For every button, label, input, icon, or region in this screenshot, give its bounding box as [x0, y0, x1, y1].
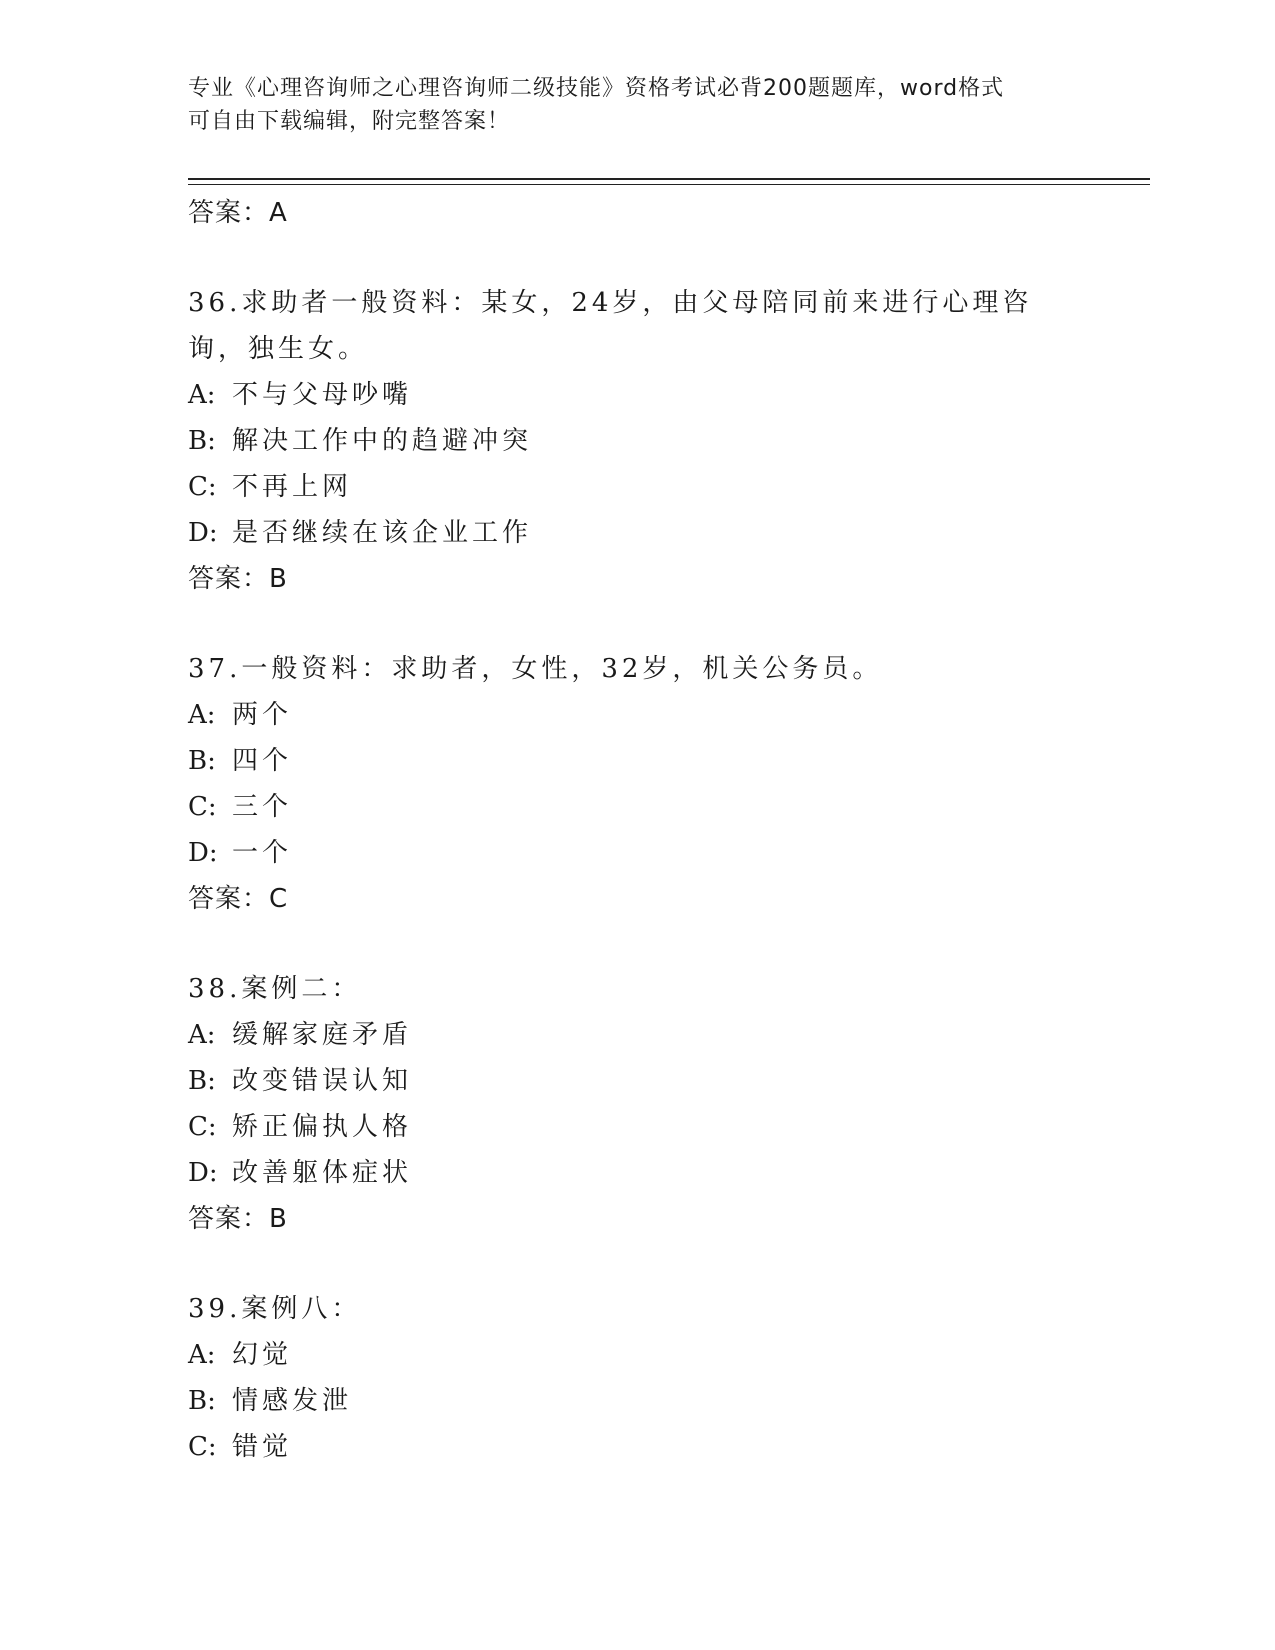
answer-line: 答案：A [188, 198, 288, 228]
option-key: C: [188, 792, 217, 822]
question-block [188, 1286, 1088, 1470]
option-key: B: [188, 426, 216, 456]
option-text: 改变错误认知 [232, 1066, 413, 1096]
header-line-2: 可自由下载编辑，附完整答案！ [188, 109, 511, 134]
answer-line: 答案：B [188, 564, 288, 594]
option-key: B: [188, 1386, 216, 1416]
option-c [188, 784, 1088, 830]
question-text: 37.一般资料：求助者，女性，32岁，机关公务员。 [188, 654, 883, 684]
option-key: B: [188, 1066, 216, 1096]
option-text: 错觉 [232, 1432, 293, 1462]
option-a [188, 1332, 1088, 1378]
answer-line: 答案：B [188, 1204, 288, 1234]
option-a [188, 1012, 1088, 1058]
option-text: 解决工作中的趋避冲突 [232, 426, 533, 456]
option-text: 是否继续在该企业工作 [232, 518, 533, 548]
option-key: D: [188, 838, 218, 868]
option-text: 不与父母吵嘴 [232, 380, 413, 410]
option-c [188, 464, 1088, 510]
option-text: 矫正偏执人格 [232, 1112, 413, 1142]
option-key: C: [188, 1432, 217, 1462]
option-a [188, 372, 1088, 418]
option-key: A: [188, 1340, 216, 1370]
option-key: C: [188, 472, 217, 502]
answer-line: 答案：C [188, 884, 289, 914]
option-text: 两个 [232, 700, 293, 730]
option-c [188, 1104, 1088, 1150]
option-b [188, 738, 1088, 784]
option-text: 缓解家庭矛盾 [232, 1020, 413, 1050]
option-d [188, 1150, 1088, 1196]
header-line-1: 专业《心理咨询师之心理咨询师二级技能》资格考试必背200题题库，word格式 [188, 76, 1005, 101]
option-key: D: [188, 1158, 218, 1188]
option-text: 三个 [232, 792, 293, 822]
question-list [188, 190, 1088, 1470]
option-text: 幻觉 [232, 1340, 293, 1370]
question-block [188, 280, 1088, 602]
document-header [188, 72, 1088, 138]
option-b [188, 1378, 1088, 1424]
option-c [188, 1424, 1088, 1470]
header-divider-thick [188, 178, 1150, 180]
header-divider-thin [188, 184, 1150, 185]
option-b [188, 1058, 1088, 1104]
option-key: A: [188, 1020, 216, 1050]
option-a [188, 692, 1088, 738]
option-text: 情感发泄 [232, 1386, 353, 1416]
question-block [188, 646, 1088, 922]
option-key: A: [188, 380, 216, 410]
question-text: 39.案例八： [188, 1294, 362, 1324]
option-key: A: [188, 700, 216, 730]
option-d [188, 830, 1088, 876]
option-d [188, 510, 1088, 556]
option-b [188, 418, 1088, 464]
option-text: 不再上网 [232, 472, 353, 502]
question-text: 36.求助者一般资料：某女，24岁，由父母陪同前来进行心理咨询，独生女。 [188, 288, 1033, 364]
option-key: C: [188, 1112, 217, 1142]
option-key: B: [188, 746, 216, 776]
option-text: 改善躯体症状 [232, 1158, 413, 1188]
question-text: 38.案例二： [188, 974, 362, 1004]
question-block [188, 966, 1088, 1242]
option-text: 一个 [232, 838, 293, 868]
option-text: 四个 [232, 746, 293, 776]
option-key: D: [188, 518, 218, 548]
